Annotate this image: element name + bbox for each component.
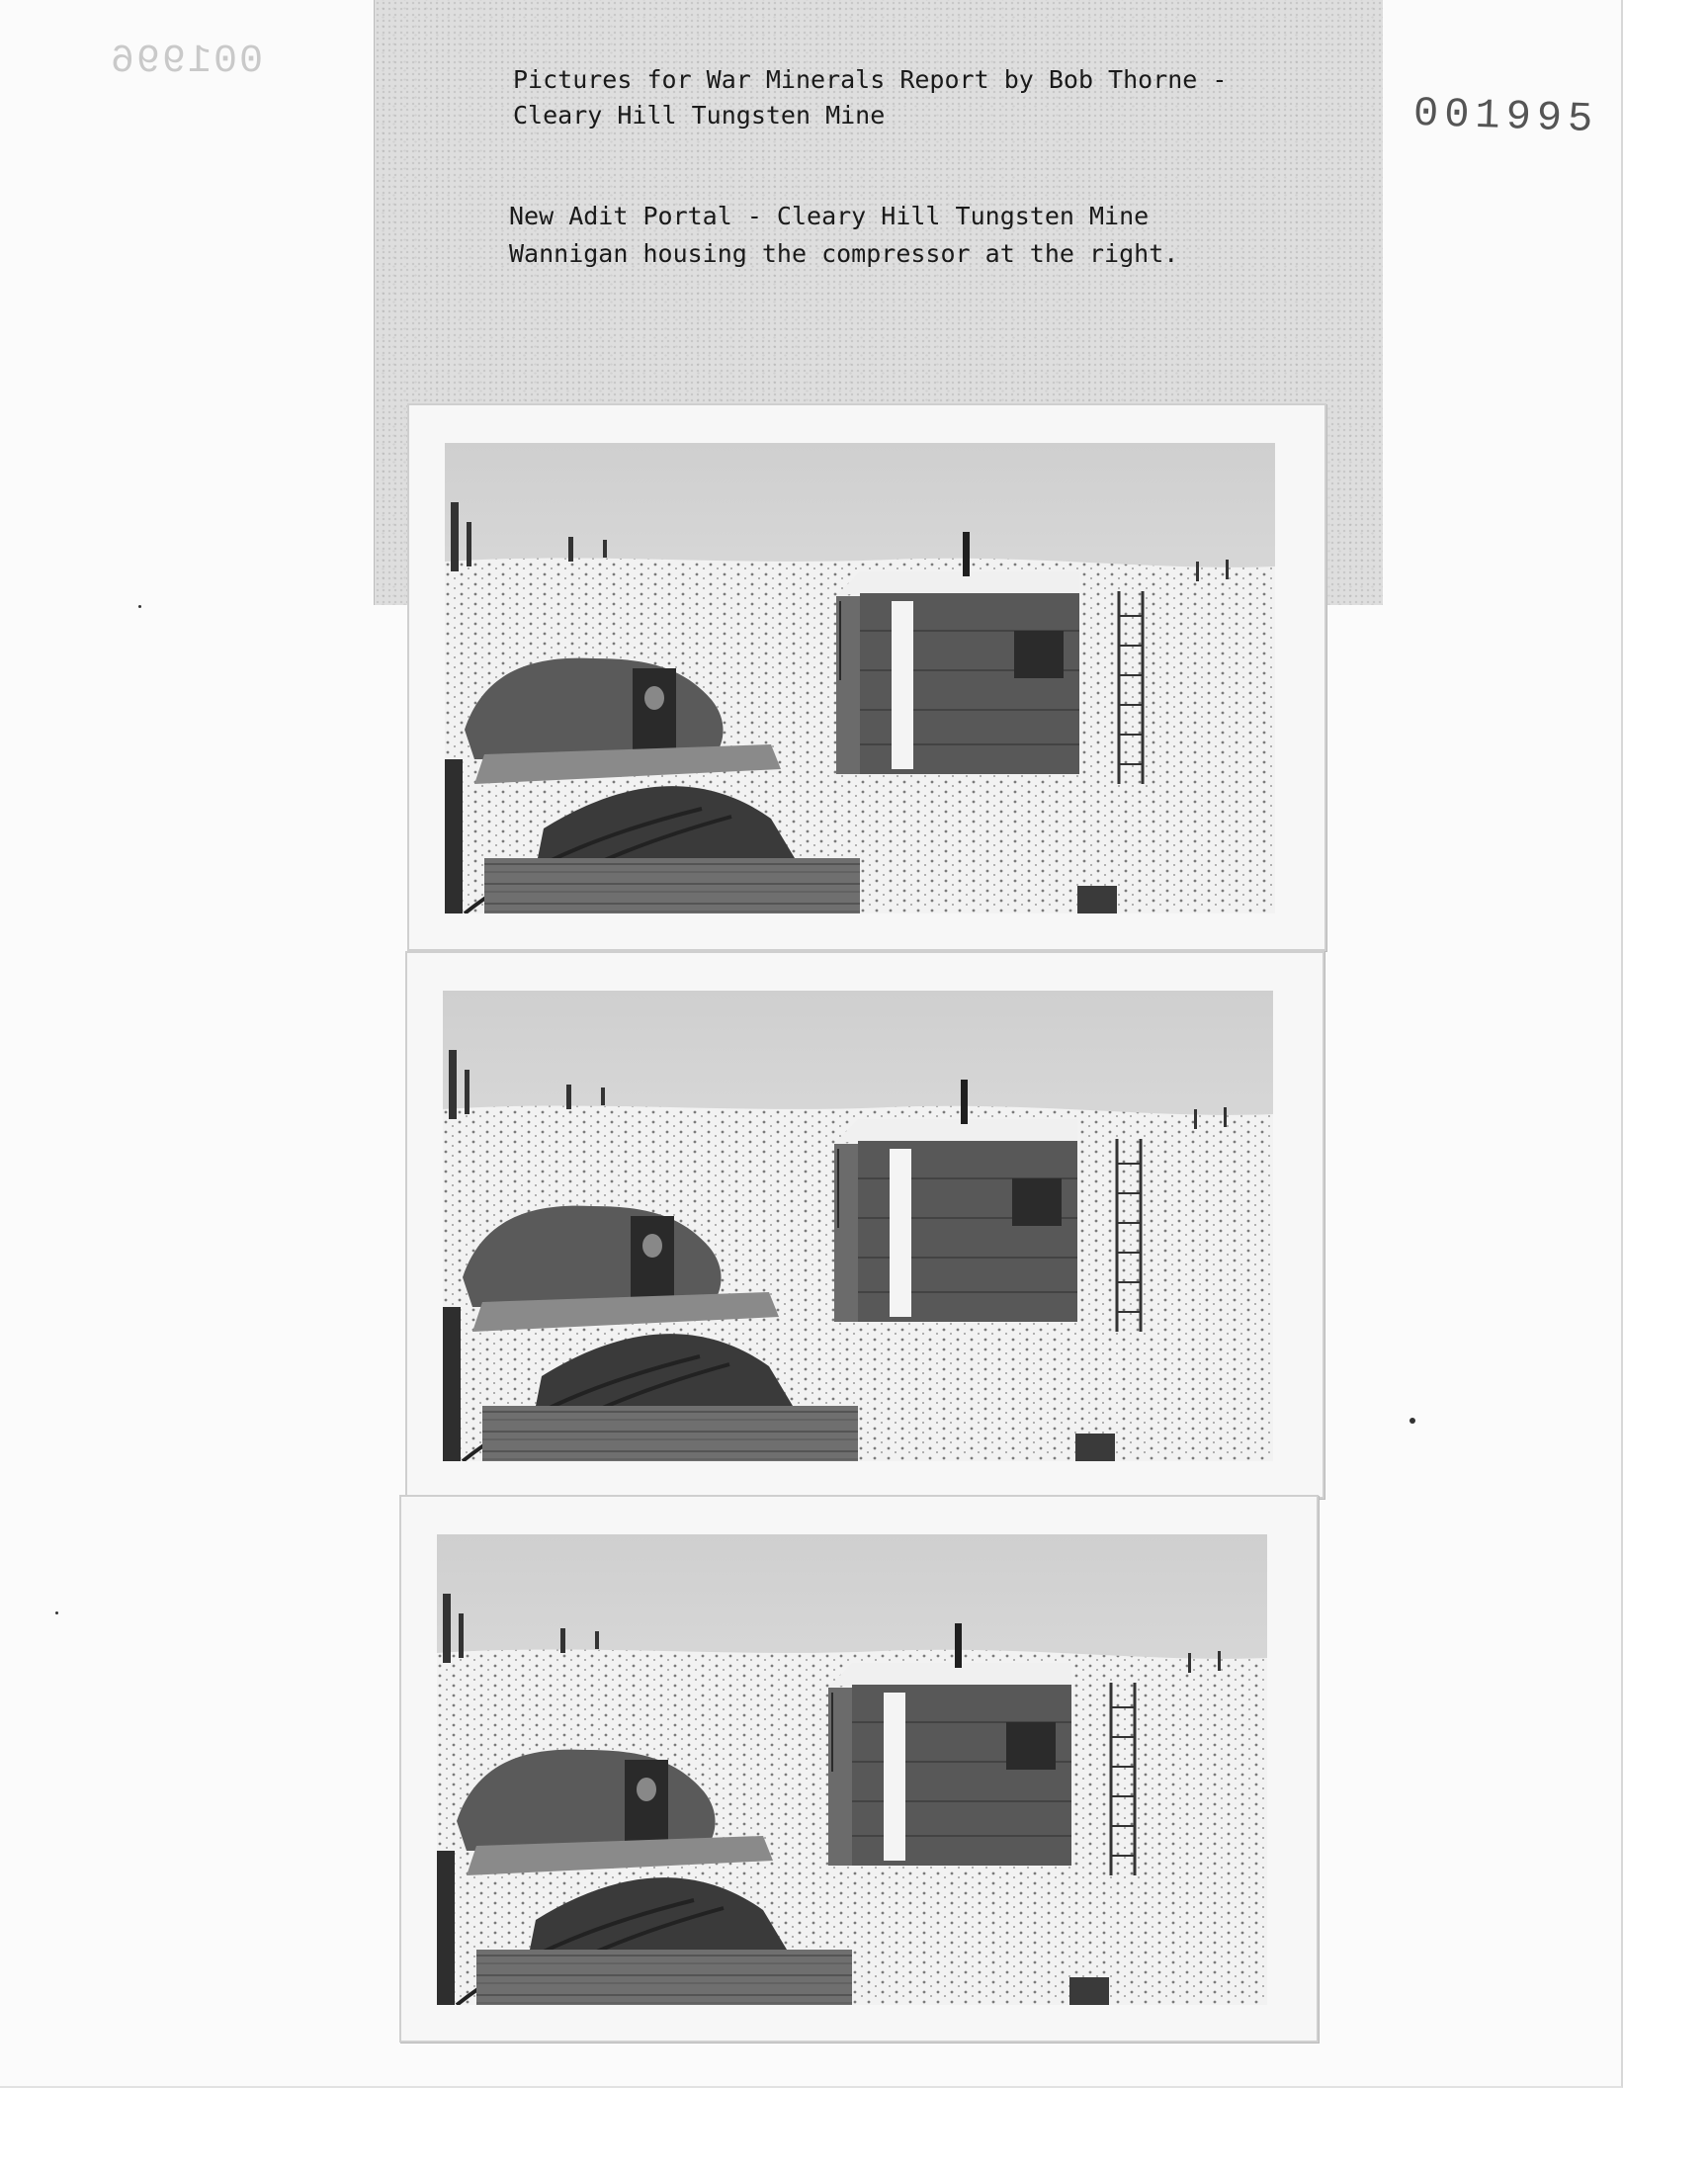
photo-1-image: [445, 443, 1275, 914]
caption-line-2: Wannigan housing the compressor at the right.: [509, 239, 1179, 268]
bleed-through-stamp: 001996: [109, 40, 264, 84]
photo-2: [443, 991, 1273, 1461]
speck: [138, 605, 141, 608]
photo-print-2: [405, 951, 1324, 1499]
speck: [55, 1611, 58, 1614]
speck: [1409, 1418, 1415, 1424]
header-line-1: Pictures for War Minerals Report by Bob Thorne -: [513, 65, 1228, 94]
photo-2-image: [443, 991, 1273, 1461]
document-number: 001995: [1412, 89, 1600, 144]
photo-print-3: [399, 1495, 1319, 2043]
photo-3-image: [437, 1534, 1267, 2005]
photo-3: [437, 1534, 1267, 2005]
header-line-2: Cleary Hill Tungsten Mine: [513, 101, 886, 130]
caption-line-1: New Adit Portal - Cleary Hill Tungsten Mine: [509, 202, 1150, 230]
photo-print-1: [407, 403, 1326, 951]
photo-1: [445, 443, 1275, 914]
